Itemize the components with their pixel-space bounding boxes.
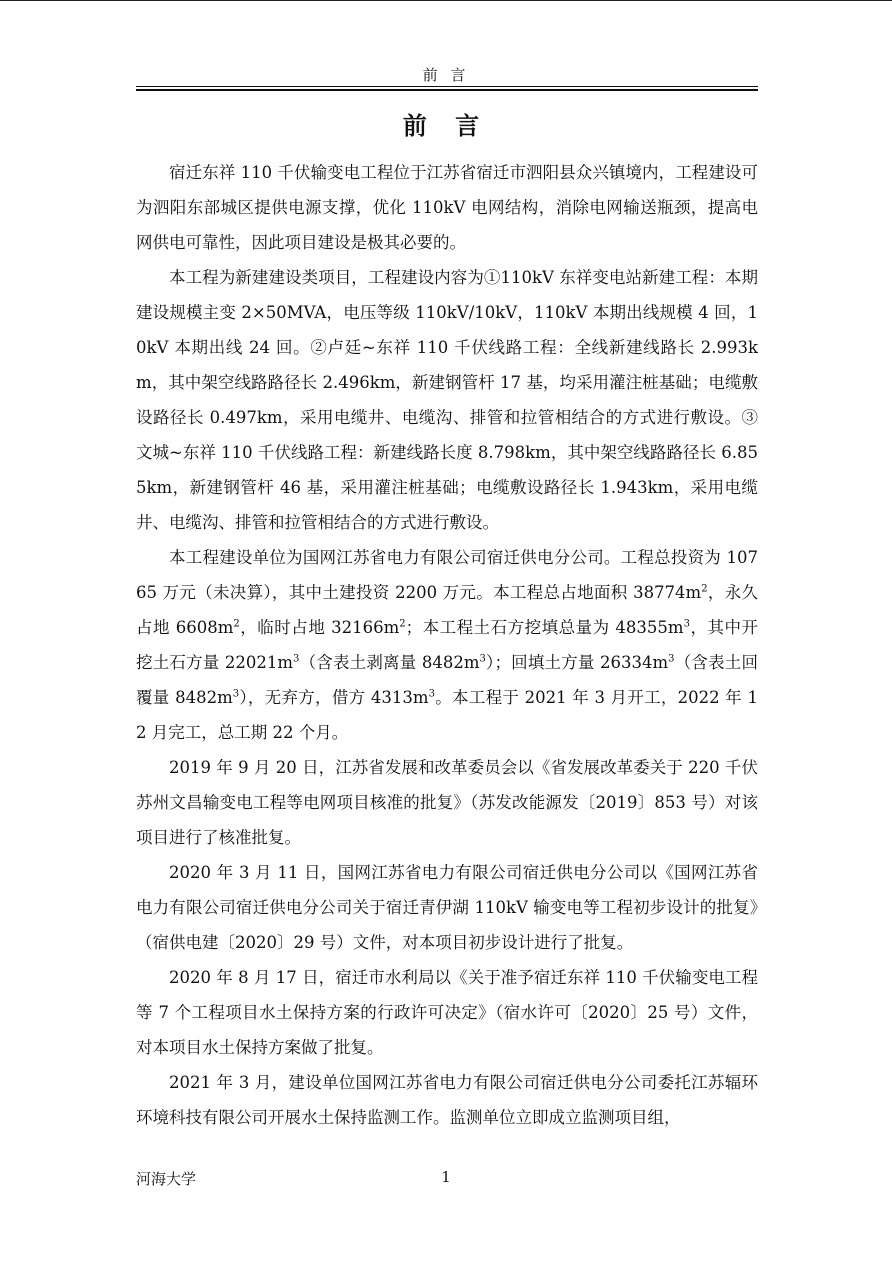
superscript: 2 bbox=[233, 618, 240, 630]
paragraph-scope: 本工程为新建建设类项目，工程建设内容为①110kV 东祥变电站新建工程：本期建设规模主变 2×50MVA，电压等级 110kV/10kV，110kV 本期出线规模 4 回，10kV 本期出线 24 回。②卢廷~东祥 110 千伏线路工程：全线新建线路长 2.993km，其中架空线路路径长 2.496km，新建钢管杆 17 基，均采用灌注桩基础；电缆敷设路径长 0.497km，采用电缆井、电缆沟、排管和拉管相结合的方式进行敷设。③文城~东祥 110 千伏线路工程：新建线路长度 8.798km，其中架空线路路径长 6.855km，新建钢管杆 46 基，采用灌注桩基础；电缆敷设路径长 1.943km，采用电缆井、电缆沟、排管和拉管相结合的方式进行敷设。 bbox=[136, 268, 758, 532]
superscript: 3 bbox=[293, 653, 300, 665]
investment-text: ，其中开挖土石方量 22021m bbox=[136, 618, 758, 672]
investment-text: （含表土剥离量 8482m bbox=[299, 653, 480, 672]
page-top-border bbox=[0, 0, 892, 1]
superscript: 2 bbox=[399, 618, 406, 630]
superscript: 3 bbox=[232, 688, 240, 700]
paragraph-design-approval-2020: 2020 年 3 月 11 日，国网江苏省电力有限公司宿迁供电分公司以《国网江苏省电力有限公司宿迁供电分公司关于宿迁青伊湖 110kV 输变电等工程初步设计的批复》（宿供电建〔2020〕29 号）文件，对本项目初步设计进行了批复。 bbox=[136, 863, 758, 952]
superscript: 3 bbox=[479, 653, 486, 665]
footer-page-number: 1 bbox=[441, 1168, 451, 1186]
superscript: 3 bbox=[428, 688, 435, 700]
paragraph-approval-2019: 2019 年 9 月 20 日，江苏省发展和改革委员会以《省发展改革委关于 220 千伏苏州文昌输变电工程等电网项目核准的批复》（苏发改能源发〔2019〕853 号）对该项目进行了核准批复。 bbox=[136, 758, 758, 847]
superscript: 3 bbox=[668, 653, 675, 665]
paragraph-location: 宿迁东祥 110 千伏输变电工程位于江苏省宿迁市泗阳县众兴镇境内，工程建设可为泗阳东部城区提供电源支撑，优化 110kV 电网结构，消除电网输送瓶颈，提高电网供电可靠性，因此项目建设是极其必要的。 bbox=[136, 163, 758, 252]
investment-text: ）；回填土方量 26334m bbox=[485, 653, 669, 672]
running-header: 前 言 bbox=[422, 66, 470, 84]
investment-text: 本工程建设单位为国网江苏省电力有限公司宿迁供电分公司。工程总投资为 10765 万元（未决算），其中土建投资 2200 万元。本工程总占地面积 38774m bbox=[136, 548, 758, 602]
investment-text: ），无弃方，借方 4313m bbox=[239, 688, 429, 707]
investment-text: 。本工程于 2021 年 3 月开工，2022 年 12 月完工，总工期 22 个月。 bbox=[136, 688, 758, 742]
investment-text: （含表土回覆量 8482m bbox=[136, 653, 758, 707]
page-title: 前 言 bbox=[402, 111, 490, 140]
header-rule-thick bbox=[136, 89, 758, 91]
footer-institution: 河海大学 bbox=[136, 1170, 197, 1188]
superscript: 2 bbox=[701, 583, 708, 595]
paragraph-soil-plan-approval-2020: 2020 年 8 月 17 日，宿迁市水利局以《关于准予宿迁东祥 110 千伏输变电工程等 7 个工程项目水土保持方案的行政许可决定》（宿水许可〔2020〕25 号）文件，对本项目水土保持方案做了批复。 bbox=[136, 968, 758, 1057]
investment-text: ，永久占地 6608m bbox=[136, 583, 758, 637]
superscript: 3 bbox=[683, 618, 690, 630]
investment-text: ，临时占地 32166m bbox=[239, 618, 400, 637]
investment-text: ；本工程土石方挖填总量为 48355m bbox=[405, 618, 684, 637]
paragraph-investment bbox=[136, 540, 758, 750]
paragraph-monitoring-2021: 2021 年 3 月，建设单位国网江苏省电力有限公司宿迁供电分公司委托江苏辐环环境科技有限公司开展水土保持监测工作。监测单位立即成立监测项目组， bbox=[136, 1073, 758, 1127]
header-rule-thin bbox=[136, 86, 758, 87]
body-text bbox=[136, 155, 758, 1135]
